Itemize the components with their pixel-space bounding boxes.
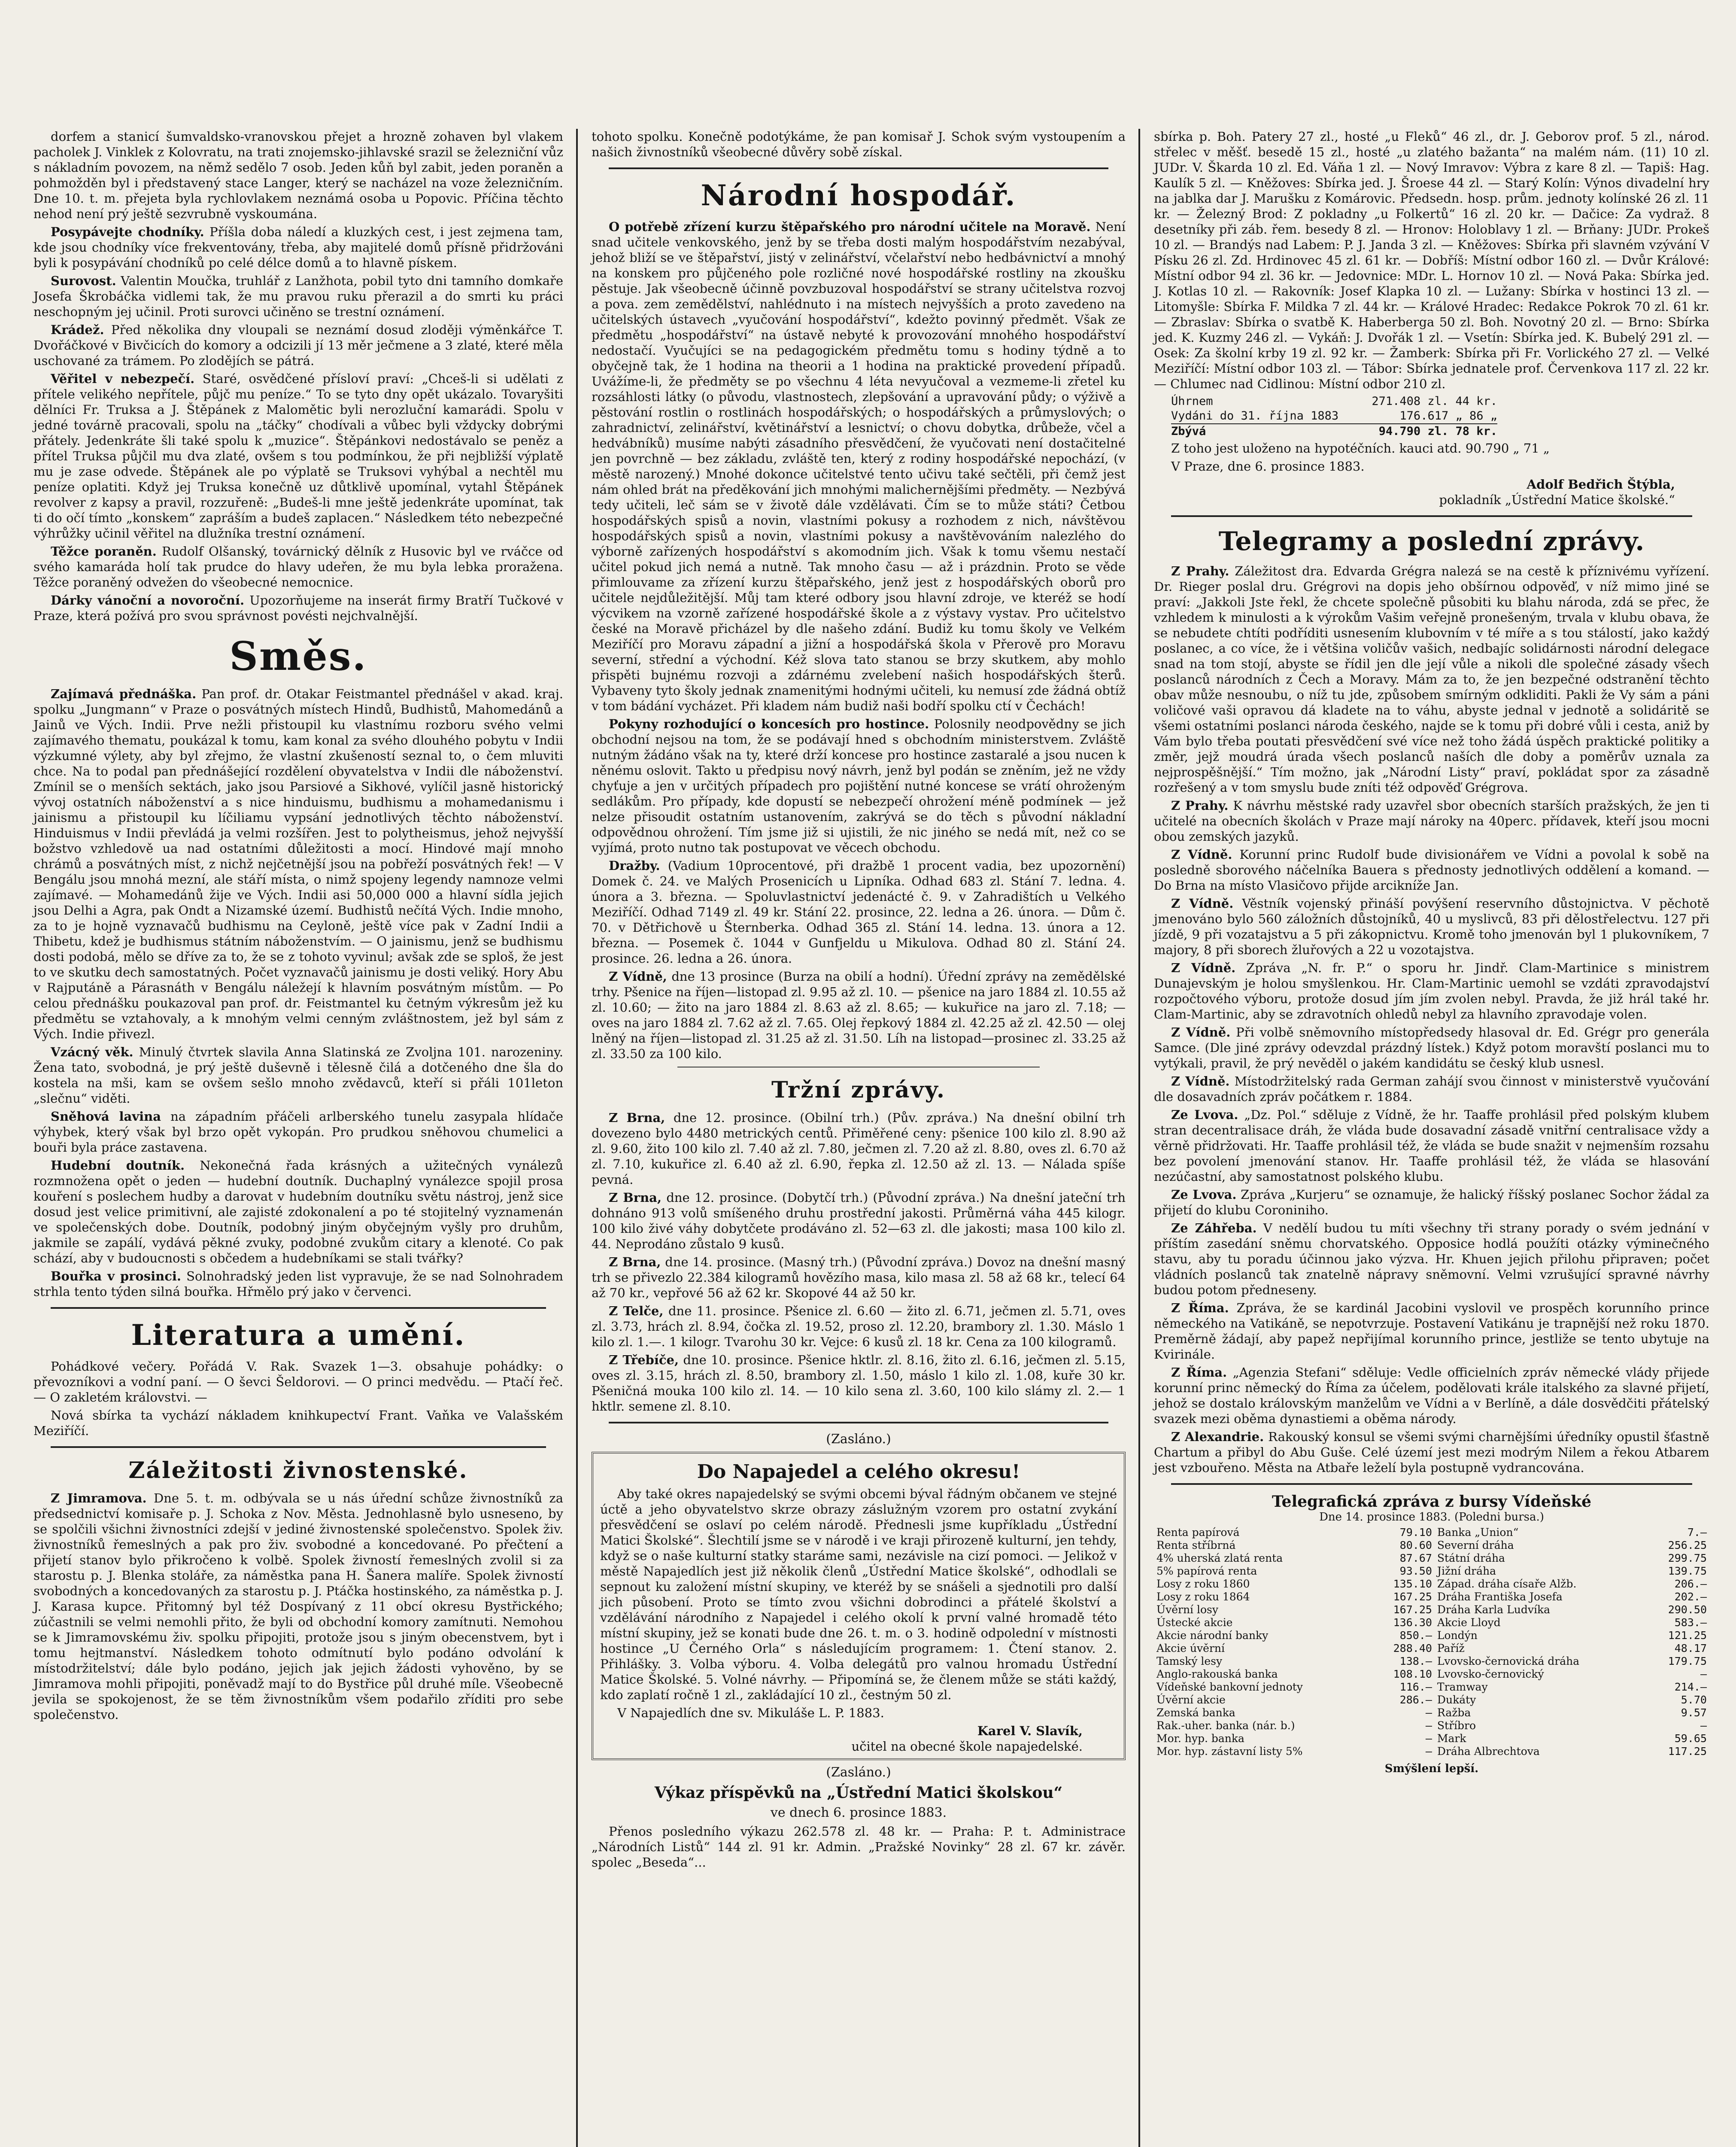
section-title-telegrams: Telegramy a poslední zprávy. bbox=[1218, 526, 1645, 557]
article-heading: Dárky vánoční a novoroční. bbox=[51, 593, 245, 608]
bourse-price: 299.75 bbox=[1668, 1552, 1707, 1564]
bourse-security: Renta stříbrná bbox=[1156, 1539, 1236, 1551]
sent-in-label: (Zasláno.) bbox=[826, 1765, 891, 1780]
bourse-security: Akcie Lloyd bbox=[1437, 1616, 1501, 1629]
bourse-security: Zemská banka bbox=[1156, 1706, 1235, 1719]
bourse-security: Losy z roku 1860 bbox=[1156, 1578, 1250, 1590]
bourse-table bbox=[1154, 1526, 1709, 1758]
bourse-price: 79.10 bbox=[1399, 1526, 1432, 1539]
article-paragraph bbox=[592, 1254, 1126, 1301]
bourse-price: 80.60 bbox=[1399, 1539, 1432, 1551]
bourse-security: Tamský lesy bbox=[1156, 1655, 1223, 1667]
bourse-row bbox=[1154, 1732, 1709, 1745]
article-paragraph bbox=[33, 686, 563, 1042]
bourse-price: 167.25 bbox=[1393, 1603, 1432, 1616]
bourse-price: — bbox=[1425, 1732, 1432, 1745]
article-heading: Z Telče, bbox=[609, 1304, 664, 1318]
article-paragraph bbox=[1154, 1300, 1709, 1362]
article-text: dne 11. prosince. Pšenice zl. 6.60 — žito zl. 6.71, ječmen zl. 5.71, oves zl. 3.73, hrách zl. 8.94, čočka zl. 19.52, proso zl. 12.20, brambory zl. 1.30. Máslo 1 kilo zl. 1.—. 1 kilogr. Tvarohu 30 kr. Vejce: 6 kusů zl. 18 kr. Cena za 100 kilogramů. bbox=[592, 1304, 1126, 1349]
article-heading: Z Vídně. bbox=[1171, 1074, 1230, 1089]
article-paragraph bbox=[1154, 1107, 1709, 1184]
article-paragraph bbox=[33, 1158, 563, 1266]
bourse-security: Losy z roku 1864 bbox=[1156, 1590, 1250, 1603]
bourse-security: Úvěrní losy bbox=[1156, 1603, 1218, 1616]
bourse-security: Severní dráha bbox=[1437, 1539, 1514, 1551]
literature-item: Pohádkové večery. Pořádá V. Rak. Svazek 1—3. obsahuje pohádky: o převozníkovi a vodní paní. — O ševci Šeldorovi. — O princi medvědu. — Ptačí řeč. — O zakletém královstvi. — bbox=[33, 1359, 563, 1405]
section-title-smes: Směs. bbox=[229, 633, 367, 679]
sent-in-text: Aby také okres napajedelský se svými obcemi býval řádným občanem ve stejné úctě a jeho obyvatelstvo skrze obrazy záslužným vzorem pro ostatní zvykání přesvědčení se oslaví po celém národě. Přednesli jsme kupříkladu „Ústřední Matici Školské“. Šlechtilí jsme se v národě i ve kraji přirozeně kulturní, jen tehdy, když se o naše kulturní statky staráme sami, nezávisle na cizí pomoci. — Jelikož v městě Napajedlích jest již několik členů „Ústřední Matice školské“, odhodlali se sepnout ku založení místní skupiny, ve kteréž by se snášeli a sjednotili pro další jich působení. Proto se tímto zvou všichni dobrodinci a přátelé školství a vzdělávání národního z Napajedel i celého okolí k první valné hromadě této místní skupiny, jež se konati bude dne 26. t. m. o 3. hodině odpolední v místnosti hostince „U Černého Orla“ s následujícím programem: 1. Čtení stanov. 2. Přihlášky. 3. Volba výboru. 4. Volba delegátů pro valnou hromadu Ústřední Matice Školské. 5. Volné návrhy. — Připomíná se, že členem může se státi každý, kdo zaplatí ročně 1 zl., zakládající 10 zl., čestným 50 zl. bbox=[600, 1487, 1117, 1702]
article-text: Polosnily neodpovědny se jich obchodní nejsou na tom, že se podávají hned s obchodním ministerstvem. Zvláště nutným žádáno však na ty, které drží koncese pro hostince zastaralé a jsou nucen k něnému oslovit. Takto u předpisu nový návrh, jenž byl podán se zněním, jež ne vždy chyťuje a jen v určitých případech pro pojištění nutné koncese se vrátí ohroženým sedlákům. Pro případy, kde dopustí se nebezpečí ohrožení méně podmínek — jež nelze přisoudit ostatním ustanovením, zakrývá se do těch s původní nákladní odpovědnou ohrožení. Tím jsme již si ujistili, že nic jiného se nedá mít, než co se vyjímá, proto nutno tak postupovat ve věcech obchodu. bbox=[592, 717, 1126, 855]
bourse-price: — bbox=[1425, 1706, 1432, 1719]
bourse-price: 206.— bbox=[1674, 1578, 1707, 1590]
section-divider bbox=[51, 1307, 546, 1309]
article-paragraph bbox=[1154, 798, 1709, 844]
bourse-row bbox=[1154, 1668, 1709, 1681]
article-heading: Vzácný věk. bbox=[51, 1045, 134, 1059]
article-text: V nedělí budou tu míti všechny tři strany porady o svém jednání v příštím zasedání sněmu chorvatského. Opposice hodlá použíti otázky výminečného stavu, aby tu poradu účinnou jako výzva. Hr. Khuen jejich přilohu připraven; počet vládních poslanců tak znatelně nápravy sněmovní. Velmi vzrušující spravné návrhy budou potom předneseny. bbox=[1154, 1221, 1710, 1297]
article-paragraph bbox=[1154, 1187, 1709, 1218]
article-text: „Agenzia Stefani“ sděluje: Vedle officielních zpráv německé vlády přijede korunní princ německý do Říma za účelem, podělovati krále italského za slavné přijetí, jehož se dostalo královským manželům ve Vídni a v Berlíně, a dále dosvědčiti přátelský svazek mezi oběma dynastiemi a oběma národy. bbox=[1154, 1365, 1709, 1426]
bourse-security: Západ. dráha císaře Alžb. bbox=[1437, 1578, 1577, 1590]
bourse-security: Lvovsko-černovická dráha bbox=[1437, 1655, 1580, 1667]
bourse-price: 121.25 bbox=[1668, 1629, 1707, 1642]
article-paragraph bbox=[33, 544, 563, 590]
contributions-text: Přenos posledního výkazu 262.578 zl. 48 kr. — Praha: P. t. Administrace „Národních Listů“ 144 zl. 91 kr. Admin. „Pražské Novinky“ 28 zl. 67 kr. závěr. spolec „Beseda“... bbox=[592, 1824, 1126, 1870]
bourse-price: 850.— bbox=[1399, 1629, 1432, 1642]
bourse-security: Stříbro bbox=[1437, 1719, 1476, 1732]
article-paragraph bbox=[1154, 847, 1709, 893]
article-paragraph bbox=[33, 129, 563, 222]
contributions-ledger bbox=[1171, 394, 1709, 439]
bourse-price: 93.50 bbox=[1399, 1565, 1432, 1577]
article-paragraph bbox=[33, 1044, 563, 1106]
section-title-economy: Národní hospodář. bbox=[701, 179, 1017, 212]
article-text: Příšla doba náledí a kluzkých cest, i jest zejmena tam, kde jsou chodníky více frekventovány, třeba, aby majitelé domů přísně přidržováni byli k posypávání chodníků po celé délce domů a to hlavně pískem. bbox=[33, 225, 564, 270]
bourse-security: Akcie národní banky bbox=[1156, 1629, 1269, 1642]
economy-articles bbox=[592, 219, 1126, 1061]
bourse-security: 4% uherská zlatá renta bbox=[1156, 1552, 1283, 1564]
bourse-price: 202.— bbox=[1674, 1590, 1707, 1603]
article-text: Pan prof. dr. Otakar Feistmantel přednášel v akad. kraj. spolku „Jungmann“ v Praze o posvátných místech Hindů, Budhistů, Mahomedánů a Jainů ve Vých. Indii. Prve nežli přistoupil ku vlastnímu rozboru svého velmi zajímavého thematu, poukázal k tomu, kam konal za svého dlouhého pobytu v Indii výzkumné výlety, aby byl zřejmo, že vlastní zkušeností seznal to, o čem mluviti chce. Na to podal pan přednášející rozdělení obyvatelstva v Indii dle náboženství. Zmínil se o menších sektách, jako jsou Parsiové a Sikhové, vylíčil jasně historický vývoj ostatních náboženství a s nice hinduismu, budhismu a mohamedanismu i jainismu a přistoupil ku líčiliamu vypsání jednotlivých těchto náboženství. Hinduismus v Indii převládá ja velmi rozšířen. Jest to polytheismus, jehož nejvyšší božstvo vzhledově ua nad ostatními důležitosti a mocí. Hindové mají mnoho chrámů a posvátných míst, z nichž nejčetnější jsou na pobřeží posvátných řek! — V Bengálu jsou mnohá mezní, ale stáří místa, o nimž spojeny legendy namnoze velmi zajímavé. — Mohamedánů žije ve Vých. Indii asi 50,000 000 a hlavní sídla jejich jsou Delhi a Agra, pak Ondt a Nizamské území. Budhistů nečítá Vých. Indie mnoho, za to je hojně vyznavačů budhismu na Ceyloně, ještě více pak v Zadní Indii a Thibetu, kdež je budhismus státním náboženstvím. — O jainismu, jenž se budhismu dosti podobá, mělo se dříve za to, že se z tohoto vyvinul; avšak zde se sploš, že jest to ve skutku dech samostatných. Počet vyznavačů jainismu je dosti veliký. Hory Abu v Rajputáně a Párasnáth v Bengálu náležejí k hlavním posvátným místům. — Po celou přednášku poukazoval pan prof. dr. Feistmantel ku četným výkresům jež ku předmětu se vztahovaly, a k mnohým velmi cenným zvláštnostem, jež byl sám z Vých. Indie přivezl. bbox=[33, 687, 563, 1041]
bourse-security: Ústecké akcie bbox=[1156, 1616, 1233, 1629]
local-news bbox=[33, 129, 563, 623]
article-text: K návrhu městské rady uzavřel sbor obecních starších pražských, že jen ti učitelé na obecních školách v Praze mají nároky na 40perc. přídavek, kteří jsou mocni obou zemských jazyků. bbox=[1154, 798, 1709, 844]
bourse-security: Jižní dráha bbox=[1437, 1565, 1496, 1577]
article-text: dorfem a stanicí šumvaldsko-vranovskou přejet a hrozně zohaven byl vlakem pacholek J. Vinklek z Kolovratu, na trati znojemsko-jihlavské srazil se železniční vůz s nákladním povozem, na němž sedělo 7 osob. Jeden kůň byl zabit, jeden poraněn a pohmožděn byl i představený stace Langer, který se nacházel na voze železničním. Dne 10. t. m. přejeta byla rychlovlakem neznámá osoba u Popovic. Příčina těchto nehod není prý ještě sezvrubně vyskoumána. bbox=[33, 129, 563, 221]
article-heading: Zajímavá přednáška. bbox=[51, 687, 197, 701]
sent-in-box bbox=[592, 1452, 1126, 1760]
bourse-security: Paříž bbox=[1437, 1642, 1465, 1654]
article-paragraph bbox=[1154, 960, 1709, 1022]
bourse-row bbox=[1154, 1642, 1709, 1655]
article-heading: Z Prahy. bbox=[1171, 564, 1229, 578]
bourse-security: Státní dráha bbox=[1437, 1552, 1505, 1564]
trades-articles bbox=[33, 1490, 563, 1722]
article-paragraph bbox=[592, 1110, 1126, 1187]
bourse-price: — bbox=[1700, 1719, 1707, 1732]
column-rule bbox=[1138, 129, 1140, 2147]
bourse-row bbox=[1154, 1719, 1709, 1732]
column-right bbox=[1146, 129, 1717, 2147]
article-continuation: tohoto spolku. Konečně podotýkáme, že pan komisař J. Schok svým vystoupením a našich živnostníků všeobecné důvěry sobě získal. bbox=[592, 129, 1126, 159]
bourse-price: 288.40 bbox=[1393, 1642, 1432, 1654]
bourse-security: Akcie úvěrní bbox=[1156, 1642, 1225, 1654]
sent-in-signature-role: učitel na obecné škole napajedelské. bbox=[851, 1739, 1083, 1754]
article-paragraph bbox=[1154, 896, 1709, 958]
article-paragraph bbox=[33, 1490, 563, 1722]
article-heading: Hudební doutník. bbox=[51, 1158, 185, 1173]
article-heading: Z Brna, bbox=[609, 1255, 661, 1269]
bourse-row bbox=[1154, 1552, 1709, 1565]
article-text: Nekonečná řada krásných a užitečných vynálezů rozmnožena opět o jeden — hudební doutník. Duchaplný vynálezce spojil prosa kouření s poslechem hudby a darovat v hudebním doutníku světu nástroj, jenž sice dosud jest velice primitivní, ale zajisté zdokonalení a po té stojitelný vyznamenán ve společenských dobe. Doutník, podobný jiným obyčejným vyšly pro druhům, jakmile se zapálí, vydává pěkné zvuky, podobné zvukům citary a klenoté. Co pak schází, aby v budoucnosti s občedem a hudebníkami se stali tvářky? bbox=[33, 1158, 564, 1265]
article-paragraph bbox=[33, 322, 563, 368]
article-heading: Z Vídně. bbox=[1171, 1025, 1231, 1040]
sent-in-title: Do Napajedel a celého okresu! bbox=[697, 1461, 1020, 1483]
bourse-price: — bbox=[1425, 1745, 1432, 1758]
article-paragraph bbox=[33, 371, 563, 541]
article-heading: Z Jimramova. bbox=[51, 1491, 147, 1505]
article-heading: Z Říma. bbox=[1171, 1365, 1227, 1380]
article-paragraph bbox=[1154, 1429, 1709, 1475]
article-heading: Věřitel v nebezpečí. bbox=[51, 371, 195, 386]
bourse-price: 48.17 bbox=[1674, 1642, 1707, 1654]
article-heading: Z Alexandrie. bbox=[1171, 1429, 1264, 1444]
bourse-title: Telegrafická zpráva z bursy Vídeňské bbox=[1272, 1493, 1592, 1511]
article-heading: Krádež. bbox=[51, 322, 104, 337]
article-heading: Pokyny rozhodující o koncesích pro hostince. bbox=[609, 717, 929, 731]
bourse-security: Anglo-rakouská banka bbox=[1156, 1668, 1278, 1680]
ledger-row: Vydáni do 31. října 1883 176.617 „ 86 „ bbox=[1171, 409, 1497, 423]
article-text: dne 14. prosince. (Masný trh.) (Původní zpráva.) Dovoz na dnešní masný trh se přivezlo 22.384 kilogramů hovězího masa, kilo masa zl. 58 až 68 kr., telecí 64 až 70 kr., vepřové 56 až 62 kr. Skopové 44 až 50 kr. bbox=[592, 1255, 1126, 1300]
bourse-price: 117.25 bbox=[1668, 1745, 1707, 1758]
article-text: Korunní princ Rudolf bude divisionářem ve Vídni a povolal k sobě na posledně sborového náčelníka Bauera s přednosty jednotlivých oddělení a komand. — Do Brna na místo Vlasičovo přijde arcikníže Jan. bbox=[1154, 847, 1709, 893]
article-heading: Ze Lvova. bbox=[1171, 1187, 1237, 1202]
article-paragraph bbox=[33, 273, 563, 319]
article-text: Zpráva „Kurjeru“ se oznamuje, že halický říšský poslanec Sochor žádal za přijetí do klubu Coroniniho. bbox=[1154, 1187, 1710, 1217]
article-paragraph bbox=[1154, 1025, 1709, 1071]
article-heading: Sněhová lavina bbox=[51, 1109, 161, 1124]
bourse-price: — bbox=[1700, 1668, 1707, 1680]
article-text: Věstník vojenský přináší povýšení reservního důstojnictva. V pěchotě jmenováno bylo 560 záložních důstojníků, 40 u myslivců, 83 při dělostřelectvu. 127 při jízdě, 9 při vozatajstvu a 5 při zákopnictvu. Kromě toho jmenován byl 1 plukovníkem, 7 majory, 8 při sborech žluřových a 22 u vozotajstva. bbox=[1154, 896, 1709, 957]
bourse-row bbox=[1154, 1706, 1709, 1719]
article-text: Rudolf Olšanský, továrnický dělník z Husovic byl ve rváčce od svého kamaráda holí tak prudce do hlavy udeřen, že mu byla lebka proražena. Těžce poraněný odvežen do všeobecné nemocnice. bbox=[33, 544, 564, 590]
article-text: Minulý čtvrtek slavila Anna Slatinská ze Zvoljna 101. narozeniny. Žena tato, svobodná, je prý ještě duševně i tělesně čilá a dotčeného dne šla do kostela na mši, kam se ovšem sešlo mnoho zvědavců, kteří si přáli 101leton „slečnu“ viděti. bbox=[33, 1045, 563, 1106]
article-text: dne 12. prosince. (Obilní trh.) (Pův. zpráva.) Na dnešní obilní trh dovezeno bylo 4480 metrických centů. Přiměřené ceny: pšenice 100 kilo zl. 8.90 až zl. 9.60, žito 100 kilo zl. 7.40 až zl. 7.80, ječmen zl. 7.20 až zl. 8.80, oves zl. 6.70 až zl. 7.10, kukuřice zl. 6.40 až zl. 6.90, řepka zl. 12.50 až zl. 13. — Nálada spíše pevná. bbox=[592, 1110, 1126, 1187]
smes-articles bbox=[33, 686, 563, 1299]
article-heading: Z Prahy. bbox=[1171, 798, 1229, 813]
article-paragraph bbox=[592, 1190, 1126, 1252]
bourse-security: Lvovsko-černovický bbox=[1437, 1668, 1544, 1680]
bourse-row bbox=[1154, 1578, 1709, 1590]
article-text: Solnohradský jeden list vypravuje, že se nad Solnohradem strhla tento týden silná bouřka. Hřmělo prý jako v červenci. bbox=[33, 1269, 564, 1299]
bourse-price: 135.10 bbox=[1393, 1578, 1432, 1590]
bourse-price: 214.— bbox=[1674, 1681, 1707, 1693]
article-text: Rakouský konsul se všemi svými charnějšími úředníky opustil šťastně Chartum a přibyl do Abu Guše. Celé území jest mezi modrým Nilem a řekou Atbarem jest vzbouřeno. Města na Atbaře leželí byla postupně vydrancována. bbox=[1154, 1429, 1709, 1475]
article-text: dne 13 prosince (Burza na obilí a hodní). Úřední zprávy na zemědělské trhy. Pšenice na říjen—listopad zl. 9.95 až zl. 10. — pšenice na jaro 1884 zl. 10.55 až zl. 10.60; — žito na jaro 1884 zl. 8.63 až zl. 8.65; — kukuřice na jaro zl. 7.18; — oves na jaro 1884 zl. 7.62 až zl. 7.65. Olej řepkový 1884 zl. 42.25 až zl. 42.50 — olej lněný na říjen—listopad zl. 31.25 až zl. 31.50. Líh na listopad—prosinec zl. 33.25 až zl. 33.50 za 100 kilo. bbox=[592, 969, 1126, 1061]
bourse-security: Úvěrní akcie bbox=[1156, 1694, 1226, 1706]
bourse-subtitle: Dne 14. prosince 1883. (Poledni bursa.) bbox=[1319, 1511, 1544, 1524]
bourse-price: 290.50 bbox=[1668, 1603, 1707, 1616]
article-heading: Z Vídně, bbox=[609, 969, 667, 984]
article-text: Staré, osvědčené přísloví praví: „Chceš-li si udělati z přítele velikého nepřítele, půjč mu peníze.“ To se tyto dny opět ukázalo. Tovaryšiti dělníci Fr. Truksa a J. Štěpánek z Malomětic byli nerozluční kamarádi. Spolu v jedné továrně pracovali, spolu na „táčky“ chodívali a vůbec byli vždycky dobrými přátely. Jedenkráte šli také spolu k „muzice“. Štěpánkovi nedostávalo se peněz a přítel Truksa půjčil mu dva zlaté, ovšem s tou podmínkou, že při nejbližší výplatě mu je zase odvede. Štěpánek ale po výplatě se Truksovi vyhýbal a nechtěl mu peníze oplatiti. Když jej Truksa konečně uz důtklivě upomínal, vytahl Štěpánek revolver z kapsy a pravil, rozzuřeně: „Budeš-li mne ještě jedenkráte upomínat, tak ti do očí tímto „konskem“ zapráším a budeš zaplacen.“ Následkem této nebezpečné výhrůžky učinil věřitel na dlužníka trestní oznámení. bbox=[33, 371, 563, 541]
bourse-price: 256.25 bbox=[1668, 1539, 1707, 1551]
bourse-security: Dráha Karla Ludvíka bbox=[1437, 1603, 1551, 1616]
section-divider bbox=[51, 1446, 546, 1448]
article-text: dne 12. prosince. (Dobytčí trh.) (Původní zpráva.) Na dnešní jateční trh dohnáno 913 volů smíšeného druhu prostřední jakosti. Průměrná váha 445 kilogr. 100 kilo živé váhy dobytčete prodáváno zl. 52—63 zl. dle jakosti; masa 100 kilo zl. 44. Neprodáno zůstalo 9 kusů. bbox=[592, 1190, 1126, 1251]
bourse-security: Banka „Union“ bbox=[1437, 1526, 1519, 1539]
bourse-price: 87.67 bbox=[1399, 1552, 1432, 1564]
bourse-row bbox=[1154, 1694, 1709, 1706]
article-paragraph bbox=[592, 716, 1126, 855]
section-divider bbox=[1171, 1483, 1692, 1485]
bourse-price: 583.— bbox=[1674, 1616, 1707, 1629]
contributions-continued: sbírka p. Boh. Patery 27 zl., hosté „u Fleků“ 46 zl., dr. J. Geborov prof. 5 zl., národ. střelec v měšť. besedě 15 zl., hosté „u zlatého bažanta“ na malém nám. (11) 10 zl. JUDr. V. Škarda 10 zl. Ed. Váňa 1 zl. — Nový Imravov: Výbra z kare 8 zl. — Tapiš: Hag. Kaulík 5 zl. — Kněžoves: Sbírka jed. J. Šroese 44 zl. — Starý Kolín: Výnos divadelní hry na jablka dar J. Marušku z Komárovic. Předsedn. hosp. prům. jednoty kolínské 26 zl. 11 kr. — Železný Brod: Z pokladny „u Folkertů“ 16 zl. 20 kr. — Dačice: Za vydraž. 8 desetníky při záb. řem. besedy 8 zl. — Hronov: Holoblavy 1 zl. — Brňany: JUDr. Prokeš 10 zl. — Brandýs nad Labem: P. J. Janda 3 zl. — Kněžoves: Sbírka při slavném vzývání V Písku 26 zl. Zd. Hrdinovec 45 zl. 61 kr. — Dobříš: Místní odbor 160 zl. — Dvůr Králové: Místní odbor 94 zl. 36 kr. — Jedovnice: MDr. L. Hornov 10 zl. — Nová Paka: Sbírka jed. J. Kotlas 10 zl. — Rakovník: Josef Klapka 10 zl. — Lužany: Sbírka v hostinci 13 zl. — Litomyšle: Sbírka F. Mildka 7 zl. 44 kr. — Králové Hradec: Redakce Pokrok 70 zl. 61 kr. — Zbraslav: Sbírka o svatbě K. Haberberga 50 zl. Boh. Novotný 20 zl. — Brno: Sbírka jed. K. Kuzmy 246 zl. — Vykáň: J. Dvořák 1 zl. — Vsetín: Sbírka jed. K. Bubelý 291 zl. — Osek: Za školní krby 19 zl. 92 kr. — Žamberk: Sbírka při Fr. Vorlického 27 zl. — Velké Meziříčí: Místní odbor 103 zl. — Tábor: Sbírka jednatele prof. Červenkova 117 zl. 22 kr. — Chlumec nad Cidlinou: Místní odbor 210 zl. bbox=[1154, 129, 1709, 391]
bourse-price: 179.75 bbox=[1668, 1655, 1707, 1667]
bourse-security: Mark bbox=[1437, 1732, 1466, 1745]
article-heading: O potřebě zřízení kurzu štěpařského pro národní učitele na Moravě. bbox=[609, 219, 1091, 234]
bourse-price: 108.10 bbox=[1393, 1668, 1432, 1680]
article-text: na západním přáčeli arlberského tunelu zasypala hlídače výhybek, který však byl brzo opět vykopán. Pro prudkou sněhovou chumelici a bouři byla práce zastavena. bbox=[33, 1109, 563, 1155]
column-rule bbox=[576, 129, 578, 2147]
article-heading: Z Vídně. bbox=[1171, 847, 1232, 862]
article-text: Před několika dny vloupali se neznámí dosud zloději výměnkářce T. Dvořáčkové v Bivčicích do komory a odcizili jí 13 měr ječmene a 3 zlaté, které měla uschované za trámem. Po zlodějích se pátrá. bbox=[33, 322, 564, 368]
treasurer-role: pokladník „Ústřední Matice školské.“ bbox=[1439, 493, 1675, 507]
article-heading: Surovost. bbox=[51, 274, 116, 288]
article-heading: Z Vídně. bbox=[1171, 961, 1236, 975]
article-heading: Z Vídně. bbox=[1171, 896, 1234, 911]
bourse-row bbox=[1154, 1655, 1709, 1668]
bourse-price: 286.— bbox=[1399, 1694, 1432, 1706]
bourse-row bbox=[1154, 1616, 1709, 1629]
article-text: Zpráva „N. fr. P.“ o sporu hr. Jindř. Clam-Martinice s ministrem Dunajevským je holou smyšlenkou. Hr. Clam-Martinic uemohl se vzdáti zpravodajství rozpočtového výboru, protože dosud jím jím zvolen nebyl. Pravda, že již hrál také hr. Clam-Martinic, aby se zdravotních ohledů nebyl za hlavního zpravodaje volen. bbox=[1154, 961, 1709, 1022]
literature-item: Nová sbírka ta vychází nákladem knihkupectví Frant. Vaňka ve Valašském Meziříčí. bbox=[33, 1408, 563, 1438]
article-paragraph bbox=[1154, 1220, 1709, 1298]
bourse-row bbox=[1154, 1745, 1709, 1758]
bourse-price: 7.— bbox=[1687, 1526, 1707, 1539]
bourse-security: Londýn bbox=[1437, 1629, 1478, 1642]
article-text: Záležitost dra. Edvarda Grégra nalezá se na cestě k příznivému vyřízení. Dr. Rieger poslal dru. Grégrovi na dopis jeho obšírnou odpověď, v níž mimo jiné se praví: „Jakkoli Jste řekl, že chcete společně působiti ku blahu národa, zdá se přec, že vzhledem k minulosti a k výrokům Vašim veřejně pronešeným, trvala v klubu obava, že se nebudete chtíti podříditi usnesením klubovním v té míře a s tou stálostí, jako každý poslanec, a co více, že i většina voličův vašich, nedbajíc solidárnosti národní delegace snad na tom stojí, abyste se řídil jen dle její vůle a nikoli dle společné zásady všech poslanců národních z Čech a Moravy. Mám za to, že jen bezpečné odstranění těchto obav může nesnoubu, o níž tu jde, způsobem smírným odkliditi. Pakli že Vy sám a páni voličové vaši opravou dá kladete na to váhu, abyste jednal v jednotě a solidáritě se všemi ostatními poslanci národa českého, najde se k tomu při dobré vůli i cesta, aniž by Vám bylo třeba poutati přesvědčení své více než toho žádá úspěch praktické politiky a změr, jejž moudrá úrada všech poslanců naších dle doby a poměrův uznala za nejprospěšnější.“ Tím možno, jak „Národní Listy“ praví, pokládat spor za zásadně rozřešený a v tom smyslu bude zníti též odpověď Grégrova. bbox=[1154, 564, 1709, 795]
bourse-row bbox=[1154, 1629, 1709, 1642]
bourse-price: 9.57 bbox=[1681, 1706, 1707, 1719]
contributions-subtitle: ve dnech 6. prosince 1883. bbox=[770, 1805, 947, 1820]
article-heading: Z Říma. bbox=[1171, 1301, 1229, 1315]
bourse-footer: Smýšlení lepší. bbox=[1384, 1762, 1479, 1775]
bourse-row bbox=[1154, 1526, 1709, 1539]
article-text: Není snad učitele venkovského, jenž by se třeba dosti malým hospodářstvím nezabýval, jehož bliží se ve štěpařství, jistý v zelinářství, včelařství nebo hedbávnictví a mnohý na konskem pro půjčeného pole rozličné nové hospodářské rostliny na zkoušku pěstuje. Jak všeobecně účinně povzbuzoval hospodářství se strany učitelstva rozvoj a pova. zem zemědělství, nahlédnuto i na místech nejvyšších a proto zavedeno na učitelských ústavech „vyučování hospodářství“, kdežto povinný předmět. Však ze předmětu „hospodářství“ na ústavě nebyté k provozování mnohého hospodářství nedostačí. Vyučujíci se na pedagogickém předmětu tomu s hodiny týdně a to obyčejně tak, že 1 hodina na theorii a 1 hodina na praktické provedení případů. Uvážíme-li, že předměty se po všechnu 4 léta nevyučoval a vezmeme-li zřetel ku rozsáhlosti látky (o původu, vlastnostech, zlepšování a upravování půdy; o výživě a pěstování rostlin o rostlinách hospodářských; o hospodářských a průmyslových; o zahradnictví, zelinářství, květinářství a lesnictví; o chovu dobytka, drůbeže, včel a hedvábníků) musíme nabýti zásadního přesvědčení, že vyučovati není dostačitelné jen povrchně — bez základu, zvláště ten, který z rodiny hospodářské nepochází, (v městě narozený.) Mnohé dokonce učitelstvé tento učivu také sečtěli, při čemž jest nám ohled brát na předěkování jich mnohými malichernějšími předměty. — Nezbývá tedy učiteli, leč sám se v životě dále vzdělávati. Čím se to může státi? Četbou hospodářských spisů a novin, vlastními pokusy a rozhodem z nich, návštěvou hospodářských spisů a novin, vlastními pokusy a navštěvováním nalezlého do výborně zařízených hospodářství s akomodním jich. Však k tomu všemu nestačí učitel pokud jich nemá a nutně. Tak mnoho času — až i prázdnin. Proto se věde přimlouvame za zřízení kurzu štěpařského, jenž jest z hospodářských oborů pro učitele nejdůležitější. Můj tam které odbory jsou hlavní zdroje, ve kteréž se hodí výcvikem na vzorně zařízené hospodářské škole a z výstavy vystav. Pro učitelstvo české na Moravě přicházel by dle našeho zdání. Budiž ku tomu školy ve Velkém Meziříčí pro Moravu západní a jižní a hospodářská škola v Přerově pro Moravu severní, střední a východní. Kéž slova tato stanou se brzy skutkem, aby mohlo přispěti bujnému rozvoji a zdárnému zvelebení našich hospodářských šterů. Vybaveny tyto školy jednak znamenitými hodnými učiteli, ku nemusí zde žádná obtíž v tom bádání vycházet. Při kladem nám budiž naši bodří spolku ctí v Čechách! bbox=[592, 219, 1126, 713]
bourse-security: Tramway bbox=[1437, 1681, 1488, 1693]
article-text: Zpráva, že se kardinál Jacobini vyslovil ve prospěch korunního prince německého na Vatikáně, se nepotvrzuje. Postavení Vatikánu je trapnější než roku 1870. Preměrně žádají, aby papež nepřijímal korunního prince, jestliže se tento ubytuje na Kvirinále. bbox=[1154, 1301, 1709, 1362]
bourse-price: 138.— bbox=[1399, 1655, 1432, 1667]
article-heading: Bouřka v prosinci. bbox=[51, 1269, 181, 1283]
article-text: (Vadium 10procentové, při dražbě 1 procent vadia, bez upozornění) Domek č. 24. ve Malých Prosenicích u Lipníka. Odhad 683 zl. Stání 7. ledna. 4. února a 3. března. — Spoluvlastnictví jedenácté č. 9. v Zahradištích u Velkého Meziříčí. Odhad 7149 zl. 49 kr. Stání 22. prosince, 22. ledna a 26. února. — Dům č. 70. v Dětřichově u Šternberka. Odhad 365 zl. Stání 14. ledna. 13. února a 12. března. — Posemek č. 1044 v Gunfjeldu u Mikulova. Odhad 80 zl. Stání 24. prosince. 26. ledna a 26. února. bbox=[592, 858, 1126, 966]
bourse-price: 139.75 bbox=[1668, 1565, 1707, 1577]
article-paragraph bbox=[592, 858, 1126, 966]
bourse-price: 136.30 bbox=[1393, 1616, 1432, 1629]
article-paragraph bbox=[33, 224, 563, 271]
bourse-price: 59.65 bbox=[1674, 1732, 1707, 1745]
sent-in-place: V Napajedlích dne sv. Mikuláše L. P. 1883. bbox=[617, 1706, 884, 1720]
article-text: „Dz. Pol.“ sděluje z Vídně, že hr. Taaffe prohlásil před polským klubem stran decentralisace dráh, že vláda bude dosavadní zásadě vnitřní centralisace vždy a věrně přidržovati. Hr. Taaffe prohlásil též, že vláda se bude snažit v nejmenším rozsahu bez povolení jmenování stanov. Hr. Taaffe prohlásil též, že vláda se hlasování nezúčastní, aby samostatnost polského klubu. bbox=[1154, 1107, 1710, 1184]
bourse-security: Rak.-uher. banka (nár. b.) bbox=[1156, 1719, 1295, 1732]
article-paragraph bbox=[33, 1109, 563, 1155]
article-heading: Ze Lvova. bbox=[1171, 1107, 1238, 1122]
column-middle bbox=[584, 129, 1133, 2147]
article-heading: Z Brna, bbox=[609, 1190, 662, 1205]
article-paragraph bbox=[592, 1352, 1126, 1414]
treasurer-signature: Adolf Bedřich Štýbla, bbox=[1527, 477, 1675, 492]
article-heading: Dražby. bbox=[609, 858, 660, 873]
telegram-articles bbox=[1154, 563, 1709, 1475]
bourse-price: 116.— bbox=[1399, 1681, 1432, 1693]
bourse-security: Dráha Albrechtova bbox=[1437, 1745, 1540, 1758]
market-reports bbox=[592, 1110, 1126, 1414]
sent-in-signature: Karel V. Slavík, bbox=[977, 1724, 1083, 1738]
article-paragraph bbox=[592, 219, 1126, 714]
bourse-security: Renta papírová bbox=[1156, 1526, 1240, 1539]
section-title-literature: Literatura a umění. bbox=[131, 1318, 466, 1352]
ledger-row: Zbývá 94.790 zl. 78 kr. bbox=[1171, 423, 1497, 439]
article-heading: Z Brna, bbox=[609, 1110, 665, 1125]
article-paragraph bbox=[592, 1303, 1126, 1350]
bourse-security: Ražba bbox=[1437, 1706, 1471, 1719]
section-title-trades: Záležitosti živnostenské. bbox=[128, 1457, 468, 1484]
bourse-security: Mor. hyp. zástavní listy 5% bbox=[1156, 1745, 1303, 1758]
ledger-note: Z toho jest uloženo na hypotéčních. kauci atd. 90.790 „ 71 „ bbox=[1171, 441, 1550, 456]
bourse-security: Dukáty bbox=[1437, 1694, 1476, 1706]
article-paragraph bbox=[33, 1268, 563, 1299]
article-heading: Z Třebíče, bbox=[609, 1353, 679, 1367]
bourse-security: 5% papírová renta bbox=[1156, 1565, 1257, 1577]
article-paragraph bbox=[592, 969, 1126, 1061]
article-text: Upozorňujeme na inserát firmy Bratří Tučkové v Praze, která požívá pro svou správnost povésti nejchvalnější. bbox=[33, 593, 564, 623]
bourse-row bbox=[1154, 1681, 1709, 1694]
sent-in-label: (Zasláno.) bbox=[826, 1432, 891, 1447]
article-text: Dne 5. t. m. odbývala se u nás úřední schůze živnostníků za předsednictví komisaře p. J. Schoka z Nov. Města. Jednohlasně bylo usneseno, by se spolčili všichni živnostníci zdejší v jediné živnostenské společenstvo. Spolek živ. živnostníků řemeslných a pak pro živ. svobodné a koncedované. Po přečtení a přijetí stanov bylo přikročeno k volbě. Spolek živností řemeslných zvolil si za starostu p. J. Blenka stoláře, za náměstka pana H. Šanera malíře. Spolek živností svobodných a koncedovaných za starostu p. J. Ptáčka hostinského, za náměstka p. J. J. Karasa kupce. Přitomný byl též Dospívaný z 11 obcí okresu Bystřického; zúčastnili se velmi nemohli přito, že byli od obchodní komory zamítnuti. Nemohou se k Jimramovskému živ. spolku připojiti, protože jsou s jiným obecenstvem, byt i tomu hejtmanství. Následkem tohoto odmítnutí bylo podáno odvolání k místodržitelství; dále bylo podáno, jejich jak jejich žádosti vyhověno, by se Jimramova mohli připojiti, poněvadž mají to do Bystřice půl druhé míle. Všeobecně jevila se spokojenost, že se těm živnostníkům všem podařilo zříditi pro sebe společenstvo. bbox=[33, 1491, 564, 1722]
section-divider bbox=[609, 167, 1108, 169]
bourse-row bbox=[1154, 1590, 1709, 1603]
article-text: dne 10. prosince. Pšenice hktlr. zl. 8.16, žito zl. 6.16, ječmen zl. 5.15, oves zl. 3.15, hrách zl. 8.50, brambory zl. 1.50, máslo 1 kilo zl. 1.08, kuře 30 kr. Pšeničná mouka 100 kilo zl. 14. — 10 kilo sena zl. 3.60, 100 kilo slámy zl. 2.— 1 hktlr. semene zl. 8.10. bbox=[592, 1353, 1126, 1414]
ledger-place: V Praze, dne 6. prosince 1883. bbox=[1171, 459, 1365, 474]
article-text: Valentin Moučka, truhlář z Lanžhota, pobil tyto dni tamního domkaře Josefa Škrobáčka vidlemi tak, že mu pravou ruku přerazil a do smrti ku práci neschopným jej učinil. Proti surovci učiněno se trestní oznámení. bbox=[33, 274, 564, 319]
column-left bbox=[26, 129, 571, 2147]
article-paragraph bbox=[33, 593, 563, 623]
contributions-title: Výkaz příspěvků na „Ústřední Matici školskou“ bbox=[654, 1784, 1063, 1802]
article-paragraph bbox=[1154, 1074, 1709, 1104]
article-paragraph bbox=[1154, 1365, 1709, 1426]
article-paragraph bbox=[1154, 563, 1709, 795]
bourse-price: — bbox=[1425, 1719, 1432, 1732]
bourse-security: Vídeňské bankovní jednoty bbox=[1156, 1681, 1303, 1693]
section-divider bbox=[609, 1422, 1108, 1423]
bourse-security: Mor. hyp. banka bbox=[1156, 1732, 1244, 1745]
ledger-row: Úhrnem 271.408 zl. 44 kr. bbox=[1171, 395, 1497, 408]
bourse-price: 5.70 bbox=[1681, 1694, 1707, 1706]
section-title-markets: Tržní zprávy. bbox=[771, 1077, 946, 1103]
article-text: Místodržitelský rada German zahájí svou činnost v ministerstvě vyučování dle dosavadních zpráv počátkem r. 1884. bbox=[1154, 1074, 1709, 1104]
bourse-row bbox=[1154, 1539, 1709, 1552]
bourse-price: 167.25 bbox=[1393, 1590, 1432, 1603]
article-heading: Posypávejte chodníky. bbox=[51, 225, 204, 239]
article-heading: Ze Záhřeba. bbox=[1171, 1221, 1257, 1235]
bourse-security: Dráha Františka Josefa bbox=[1437, 1590, 1563, 1603]
section-divider bbox=[1171, 515, 1692, 517]
bourse-row bbox=[1154, 1565, 1709, 1578]
article-text: Při volbě sněmovního místopředsedy hlasoval dr. Ed. Grégr pro generála Samce. (Dle jiné zprávy odevzdal prázdný lístek.) Když potom moravští poslanci mu to vytýkali, pravil, že prý nevěděl o jakém kandidátu se český klub usnesl. bbox=[1154, 1025, 1709, 1070]
article-heading: Těžce poraněn. bbox=[51, 544, 157, 559]
bourse-row bbox=[1154, 1603, 1709, 1616]
